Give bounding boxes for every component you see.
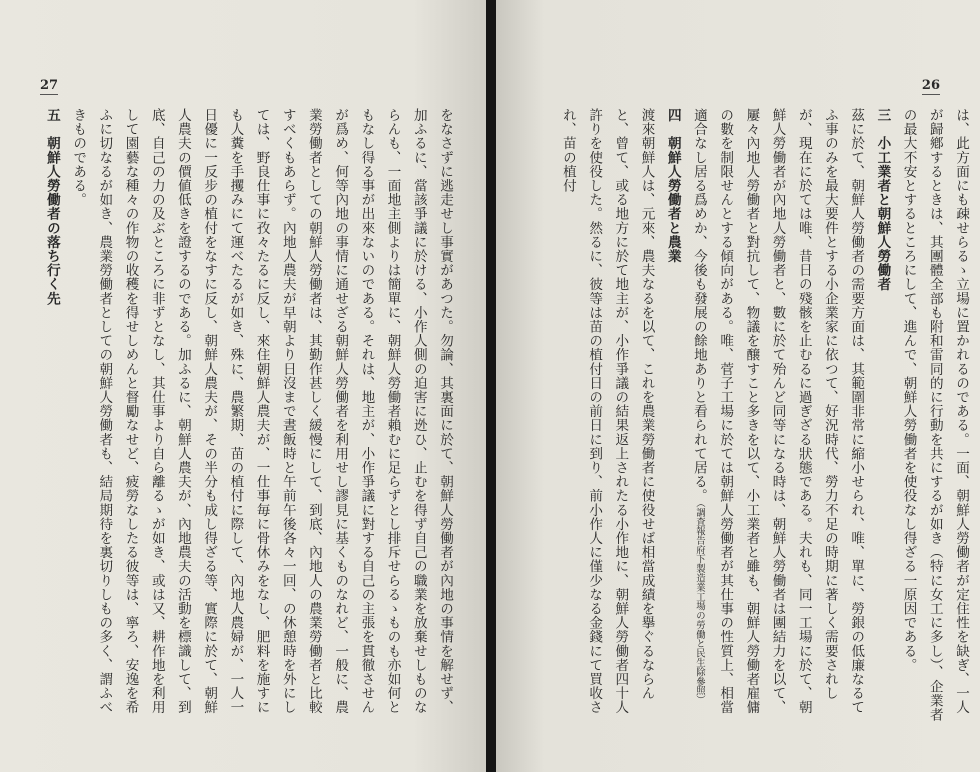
paragraph: をなさずに逃走せし事實があつた。勿論、其裏面に於て、朝鮮人勞働者が內地の事情を解せず、加ふるに、當該爭議に於ける、小作人側の迫害に迯ひ、止むを得ず自己の職業を放棄せしものならんも、一面地主側よりは簡單に、朝鮮人勞働者賴むに足らずとし排斥せらるゝものも亦如何ともなし得る事が出來ないのである。それは、地主が、小作爭議に對する自己の主張を貫徹させんが爲め、何等內地の事情に通せざる朝鮮人勞働者を利用せし謬見に基くものなれど、一般に、農業勞働者としての朝鮮人勞働者は、其勤作甚しく緩慢にして、到底、內地人の農業勞働者と比較すべくもあらず。內地人農夫が早朝より日沒まで晝飯時と午前午後各々一回、の休憩時を外にしては、野良仕事に孜々たるに反し、來住朝鮮人農夫が、一仕事毎に骨休みをなし、肥料を施すにも人糞を手攫みにて運べたるが如き、殊に、農繁期、苗の植付に際して、內地人農婦が、一人一日優に一反步の植付をなすに反し、朝鮮人農夫が、その半分も成し得ざる等、實際に於て、朝鮮人農夫の價値低きを證するのである。加ふるに、朝鮮人農夫が、內地農夫の活動を標識して、到底、自己の力の及ぶところに非ずとなし、其仕事より自ら離るゝが如き、或は又、耕作地を利用して園藝な種々の作物の收穫を得せしめんと督勵なせど、疲勞なしたる彼等は、寧ろ、安逸を希ふに切なるが如き、農業勞働者としての朝鮮人勞働者も、結局期待を裏切りしもの多く、謂ふべきものである。: [70, 108, 453, 715]
paragraph-text: 茲に於て、朝鮮人勞働者の需要方面は、其範圍非常に縮小せられ、唯、單に、勞銀の低廉なるてふ事のみを最大要件とする小企業家に依つて、好況時代、勞力不足の時期に著しく需要されしが、現在に於ては唯、昔日の殘骸を止むるに過ぎざる狀態である。夫れも、同一工場に於て、朝鮮人勞働者が內地人勞働者と、數に於て殆んど同等になる時は、朝鮮人勞働者は團結力を以て、屢々內地人勞働者と對抗して、物議を醸すこと多きを以て、小工業者と雖も、朝鮮人勞働者雇傭の數を制限せんとする傾向がある。唯、菅子工場に於ては朝鮮人勞働者が其仕事の性質上、相當適合なし居る爲めか、今後も發展の餘地ありと看られて居る。: [690, 108, 865, 715]
book-gutter: [486, 0, 496, 772]
section-heading: 四 朝鮮人勞働者と農業: [664, 108, 681, 264]
paragraph: は、此方面にも疎せらるゝ立場に置かれるのである。一面、朝鮮人勞働者が定住性を缺ぎ、一人が歸鄕するときは、其團體全部も附和雷同的に行動を共にするが如き（特に女工に多し）、企業者の最大不安とするところにして、進んで、朝鮮人勞働者を使役なし得ざる一原因である。: [900, 108, 969, 722]
section-heading: 三 小工業者と朝鮮人勞働者: [874, 108, 891, 292]
section-heading: 五 朝鮮人勞働者の落ち行く先: [43, 108, 60, 306]
left-page: [0, 0, 486, 772]
page-number: 27: [40, 78, 59, 93]
right-page-text: [504, 108, 974, 728]
left-page-text: [26, 108, 458, 728]
paragraph: [686, 108, 869, 728]
page-number: 26: [921, 78, 940, 93]
paragraph: 渡來朝鮮人は、元來、農夫なるを以て、これを農業勞働者に使役せば相當成績を擧ぐるならんと、曾て、或る地方に於て地主が、小作爭議の結果返上されたる小作地に、朝鮮人勞働者四十人許りを使役した。然るに、彼等は苗の植付日の前日に到り、前小作人に僅少なる金錢にて買收され、苗の植付: [559, 108, 655, 715]
right-page: [496, 0, 980, 772]
footnote-reference: （調査報告府下製造業工場の勞働と民生除參照）: [693, 502, 705, 705]
